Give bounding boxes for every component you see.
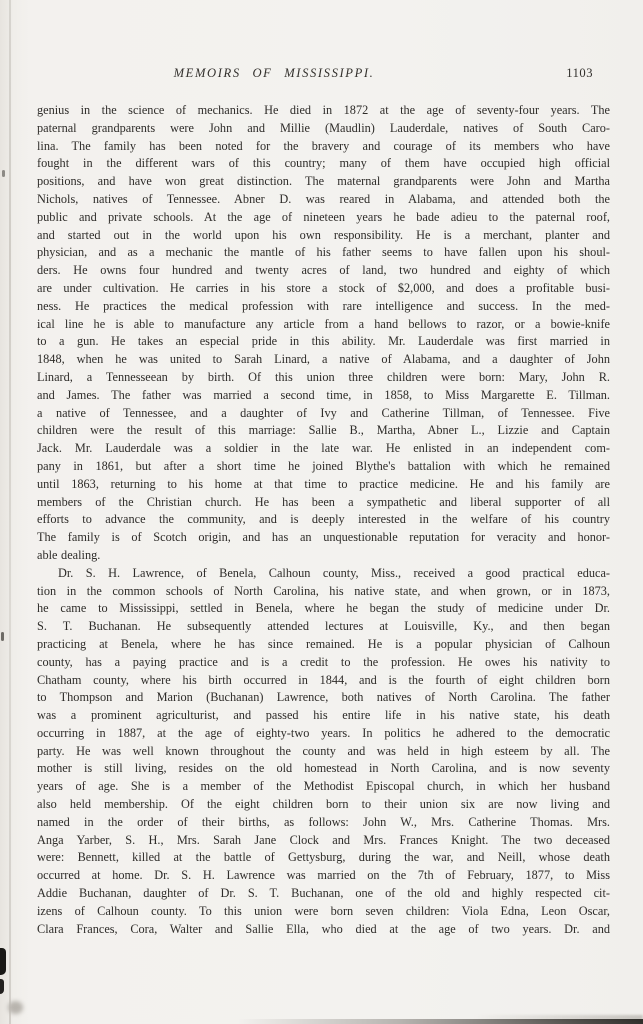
text-line: izens of Calhoun county. To this union were born seven children: Viola Edna, Leon Oscar, <box>37 903 610 918</box>
text-line: paternal grandparents were John and Millie (Maudlin) Lauderdale, natives of South Caro- <box>37 120 610 135</box>
text-line: Nichols, natives of Tennessee. Abner D. was reared in Alabama, and attended both the <box>37 191 610 206</box>
text-line: ders. He owns four hundred and twenty acres of land, two hundred and eighty of which <box>37 263 610 278</box>
text-line: tion in the common schools of North Carolina, his native state, and when grown, or in 1873, <box>37 583 610 598</box>
text-line: ness. He practices the medical profession with rare intelligence and success. In the med- <box>37 298 610 313</box>
page-body-text <box>37 102 610 938</box>
text-line: positions, and have won great distinction. The maternal grandparents were John and Martha <box>37 174 610 189</box>
text-line: he came to Mississippi, settled in Benela, where he began the study of medicine under Dr. <box>37 601 610 616</box>
paragraph <box>37 102 610 565</box>
text-line: party. He was well known throughout the county and was held in high esteem by all. The <box>37 743 610 758</box>
text-line: occurred at home. Dr. S. H. Lawrence was married on the 7th of February, 1877, to Miss <box>37 868 610 883</box>
page-header <box>0 66 643 84</box>
text-line: also held membership. Of the eight children born to their union six are now living and <box>37 797 610 812</box>
text-line: mother is still living, resides on the old homestead in North Carolina, and is now seventy <box>37 761 610 776</box>
text-line: Linard, a Tennesseean by birth. Of this union three children were born: Mary, John R. <box>37 369 610 384</box>
text-line: able dealing. <box>37 547 101 562</box>
text-line: years of age. She is a member of the Methodist Episcopal church, in which her husband <box>37 779 610 794</box>
scan-artifact-bottom-edge <box>238 1019 643 1024</box>
text-line: members of the Christian church. He has been a sympathetic and liberal supporter of all <box>37 494 610 509</box>
page-edge-shadow <box>9 0 11 1024</box>
text-line: The family is of Scotch origin, and has an unquestionable reputation for veracity and honor- <box>37 530 610 545</box>
running-title: MEMOIRS OF MISSISSIPPI. <box>173 66 375 80</box>
text-line: ical line he is able to manufacture any article from a hand bellows to razor, or a bowie-knife <box>37 316 610 331</box>
text-line: Anga Yarber, S. H., Mrs. Sarah Jane Clock and Mrs. Frances Knight. The two deceased <box>37 832 610 847</box>
text-line: Clara Frances, Cora, Walter and Sallie Ella, who died at the age of two years. Dr. and <box>37 921 610 936</box>
text-line: named in the order of their births, as follows: John W., Mrs. Catherine Thomas. Mrs. <box>37 814 610 829</box>
text-line: Jack. Mr. Lauderdale was a soldier in the late war. He enlisted in an independent com- <box>37 441 610 456</box>
text-line: children were the result of this marriage: Sallie B., Martha, Abner L., Lizzie and Captain <box>37 423 610 438</box>
text-line: to Thompson and Marion (Buchanan) Lawrence, both natives of North Carolina. The father <box>37 690 610 705</box>
scan-artifact-smudge <box>8 1001 23 1014</box>
text-line: Addie Buchanan, daughter of Dr. S. T. Buchanan, one of the old and highly respected cit- <box>37 886 610 901</box>
text-line: are under cultivation. He carries in his store a stock of $2,000, and does a profitable busi- <box>37 280 610 295</box>
text-line: 1848, when he was united to Sarah Linard, a native of Alabama, and a daughter of John <box>37 352 610 367</box>
scan-artifact-tick-middle <box>1 632 4 641</box>
scan-artifact-ink-blot-large <box>0 948 6 975</box>
text-line: until 1863, returning to his home at that time to practice medicine. He and his family are <box>37 476 610 491</box>
text-line: and James. The father was married a second time, in 1858, to Miss Margarette E. Tillman. <box>37 387 610 402</box>
text-line: to a gun. He takes an especial pride in this ability. Mr. Lauderdale was first married in <box>37 334 610 349</box>
text-line: practicing at Benela, where he has since remained. He is a popular physician of Calhoun <box>37 636 610 651</box>
text-line: public and private schools. At the age of nineteen years he bade adieu to the paternal roof, <box>37 209 610 224</box>
page-number: 1103 <box>566 66 593 80</box>
text-line: lina. The family has been noted for the bravery and courage of its members who have <box>37 138 610 153</box>
text-line: efforts to advance the community, and is deeply interested in the welfare of his country <box>37 512 610 527</box>
text-line: was a prominent agriculturist, and passed his entire life in his native state, his death <box>37 708 610 723</box>
text-line: Dr. S. H. Lawrence, of Benela, Calhoun county, Miss., received a good practical educa- <box>58 565 610 580</box>
text-line: genius in the science of mechanics. He died in 1872 at the age of seventy-four years. The <box>37 103 610 117</box>
text-line: were: Bennett, killed at the battle of Gettysburg, during the war, and Neill, whose death <box>37 850 610 865</box>
scan-artifact-tick-upper <box>2 170 5 177</box>
text-line: physician, and as a mechanic the mantle of his father seems to have fallen upon his shoul- <box>37 245 610 260</box>
text-line: and started out in the world upon his own responsibility. He is a merchant, planter and <box>37 227 610 242</box>
text-line: county, has a paying practice and is a credit to the profession. He owes his nativity to <box>37 654 610 669</box>
scan-artifact-ink-blot-small <box>0 979 4 994</box>
text-line: Chatham county, where his birth occurred in 1844, and is the fourth of eight children born <box>37 672 610 687</box>
text-line: occurring in 1887, at the age of eighty-two years. In politics he adhered to the democratic <box>37 725 610 740</box>
text-line: pany in 1861, but after a short time he joined Blythe's battalion with which he remained <box>37 458 610 473</box>
text-line: fought in the different wars of this country; many of them have occupied high official <box>37 156 610 171</box>
paragraph <box>37 565 610 939</box>
text-line: a native of Tennessee, and a daughter of Ivy and Catherine Tillman, of Tennessee. Five <box>37 405 610 420</box>
text-line: S. T. Buchanan. He subsequently attended lectures at Louisville, Ky., and then began <box>37 619 610 634</box>
